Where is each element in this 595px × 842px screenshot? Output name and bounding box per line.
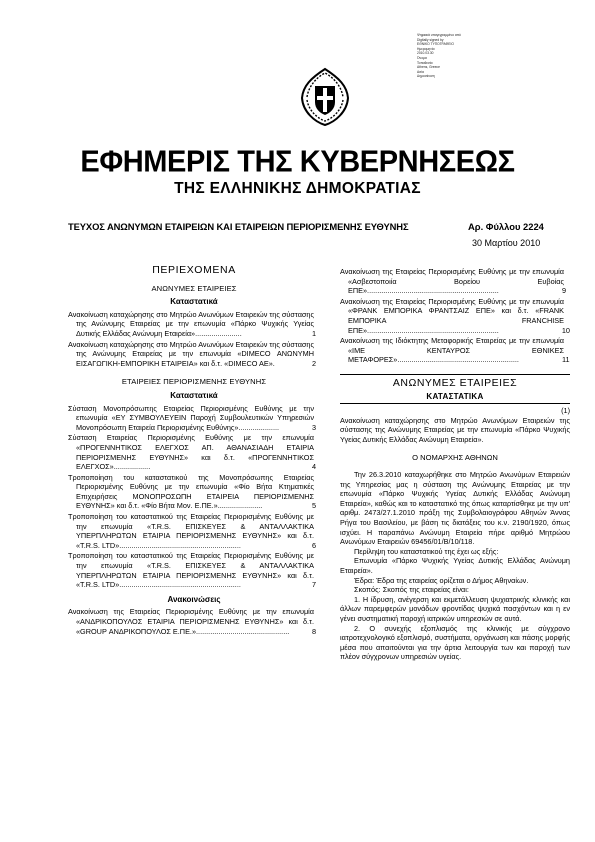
entry-text: Τροποποίηση του καταστατικού της Εταιρείας Περιορισμένης Ευθύνης με την επωνυμία «T.R.S. ΕΠΙΣΚΕΥΕΣ & ΑΝΤΑΛΛΑΚΤΙΚΑ ΥΠΕΡΠΛΗΡΩΤΩΝ ΕΤΑΙΡΙΑ ΠΕΡΙΟΡΙΣΜΕΝΗΣ ΕΥΘΥΝΗΣ» και δ.τ. «T.R.S. LTD»............................................................ [68,551,314,590]
notice-heading: Ανακοίνωση καταχώρησης στο Μητρώο Ανωνύμων Εταιρειών της σύστασης της Ανώνυμης Εταιρείας με την επωνυμία «Πάρκο Ψυχικής Υγείας Δυτικής Ελλάδας Ανώνυμη Εταιρεία». [340,415,570,444]
stamp-line: Όνομα [417,55,427,60]
stamp-line: Τοποθεσία [417,60,433,65]
subsection-heading: Ανακοινώσεις [167,594,221,604]
body-paragraph: Έδρα: Έδρα της εταιρείας ορίζεται ο Δήμος Αθηναίων. [354,575,529,585]
coat-of-arms-icon [293,64,357,128]
body-paragraph: 1. Η ίδρυση, ανέγερση και εκμετάλλευση ψυχιατρικής κλινικής και άλλων παρεμφερών μονάδων φροντίδας ψυχικά πασχόντων και η εν γένει συστηματική παροχή ιατρικών υπηρεσιών σε αυτά. [340,594,570,623]
contents-entry: Σύσταση Μονοπρόσωπης Εταιρείας Περιορισμένης Ευθύνης με την επωνυμία «ΕΥ ΣΥΜΒΟΥΛΕΥΕΙΝ Παροχή Συμβουλευτικών Υπηρεσιών Μονοπρόσωπη Εταιρεία Περιορισμένης Ευθύνης».................... 3 [68,403,317,432]
contents-entry: Ανακοίνωση καταχώρησης στο Μητρώο Ανωνύμων Εταιρειών της σύστασης της Ανώνυμης Εταιρείας με την επωνυμία «Πάρκο Ψυχικής Υγείας Δυτικής Ελλάδας Ανώνυμη Εταιρεία»....................... 1 [68,309,317,338]
entry-text: Ανακοίνωση της Ιδιόκτητης Μεταφορικής Εταιρείας με την επωνυμία «ΙΜΕ ΚΕΝΤΑΥΡΟΣ ΕΘΝΙΚΕΣ ΜΕΤΑΦΟΡΕΣ»............................................................ [340,336,564,365]
contents-entry [340,297,570,335]
stamp-line: Δημοσίευση [417,74,435,79]
entry-text: Τροποποίηση του καταστατικού της Εταιρείας Περιορισμένης Ευθύνης με την επωνυμία «T.R.S. ΕΠΙΣΚΕΥΕΣ & ΑΝΤΑΛΛΑΚΤΙΚΑ ΥΠΕΡΠΛΗΡΩΤΩΝ ΕΤΑΙΡΙΑ ΠΕΡΙΟΡΙΣΜΕΝΗΣ ΕΥΘΥΝΗΣ» και δ.τ. «T.R.S. LTD»............................................................ [68,512,314,550]
digital-signature-stamp [417,33,473,79]
contents-entry: Ανακοίνωση της Εταιρείας Περιορισμένης Ευθύνης με την επωνυμία «Ασβεστοποιία Βορείου Ευβοίας ΕΠΕ»................................................................. 9 [340,267,567,296]
body-paragraph: Σκοπός: Σκοπός της εταιρείας είναι: [354,585,469,595]
gazette-subtitle: ΤΗΣ ΕΛΛΗΝΙΚΗΣ ΔΗΜΟΚΡΑΤΙΑΣ [174,180,421,197]
body-column [340,267,570,662]
stamp-line: Athens, Greece [417,65,440,70]
entry-text: Σύσταση Μονοπρόσωπης Εταιρείας Περιορισμένης Ευθύνης με την επωνυμία «ΕΥ ΣΥΜΒΟΥΛΕΥΕΙΝ Παροχή Συμβουλευτικών Υπηρεσιών Μονοπρόσωπη Εταιρεία Περιορισμένης Ευθύνης».................... [68,403,314,432]
contents-entry: Τροποποίηση του καταστατικού της Εταιρείας Περιορισμένης Ευθύνης με την επωνυμία «T.R.S. ΕΠΙΣΚΕΥΕΣ & ΑΝΤΑΛΛΑΚΤΙΚΑ ΥΠΕΡΠΛΗΡΩΤΩΝ ΕΤΑΙΡΙΑ ΠΕΡΙΟΡΙΣΜΕΝΗΣ ΕΥΘΥΝΗΣ» και δ.τ. «T.R.S. LTD»............................................................ 6 [68,512,317,550]
contents-entry: Ανακοίνωση της Εταιρείας Περιορισμένης Ευθύνης με την επωνυμία «ΑΝΔΡΙΚΟΠΟΥΛΟΣ ΕΤΑΙΡΙΑ ΠΕΡΙΟΡΙΣΜΕΝΗΣ ΕΥΘΥΝΗΣ» και δ.τ. «GROUP ΑΝΔΡΙΚΟΠΟΥΛΟΣ Ε.ΠΕ.».............................................. 8 [68,607,317,636]
stamp-line: 2010.03.30 [417,51,434,56]
sheet-number: Αρ. Φύλλου 2224 [468,221,544,232]
notice-number: (1) [561,406,570,416]
entry-text: Ανακοίνωση της Εταιρείας Περιορισμένης Ευθύνης με την επωνυμία «ΑΝΔΡΙΚΟΠΟΥΛΟΣ ΕΤΑΙΡΙΑ ΠΕΡΙΟΡΙΣΜΕΝΗΣ ΕΥΘΥΝΗΣ» και δ.τ. «GROUP ΑΝΔΡΙΚΟΠΟΥΛΟΣ Ε.ΠΕ.».............................................. [68,607,314,636]
stamp-line: ΕΘΝΙΚΟ ΤΥΠΟΓΡΑΦΕΙΟ [417,42,454,47]
subsection-heading: Καταστατικά [170,297,218,307]
subsection-heading: Καταστατικά [170,390,218,400]
contents-entry: Τροποποίηση του καταστατικού της Μονοπρόσωπης Εταιρείας Περιορισμένης Ευθύνης με την επωνυμία «Φίο Βήτα Κτηματικές Επιχειρήσεις ΜΟΝΟΠΡΟΣΩΠΗ ΕΤΑΙΡΕΙΑ ΠΕΡΙΟΡΙΣΜΕΝΗΣ ΕΥΘΥΝΗΣ» και δ.τ. «Φίο Βήτα Μον. Ε.ΠΕ.»...................... 5 [68,472,317,511]
body-paragraph: 2. Ο συνεχής εξοπλισμός της κλινικής με σύγχρονο ιατροτεχνολογικό εξοπλισμό, συστήματα, οργάνωση και πάσης μορφής μέσα που απαιτούνται για την άρτια λειτουργία των και παροχή των πλέον σύγχρονων υπηρεσιών υγείας. [340,623,570,662]
contents-column [68,266,320,637]
section-subtitle: ΚΑΤΑΣΤΑΤΙΚΑ [340,392,570,405]
contents-entry: Τροποποίηση του καταστατικού της Εταιρείας Περιορισμένης Ευθύνης με την επωνυμία «T.R.S. ΕΠΙΣΚΕΥΕΣ & ΑΝΤΑΛΛΑΚΤΙΚΑ ΥΠΕΡΠΛΗΡΩΤΩΝ ΕΤΑΙΡΙΑ ΠΕΡΙΟΡΙΣΜΕΝΗΣ ΕΥΘΥΝΗΣ» και δ.τ. «T.R.S. LTD»............................................................ 7 [68,551,317,590]
contents-entry: Σύσταση Εταιρείας Περιορισμένης Ευθύνης με την επωνυμία «ΠΡΟΓΕΝΝΗΤΙΚΟΣ ΕΛΕΓΧΟΣ ΑΠ. ΑΘΑΝΑΣΙΑΔΗ ΕΤΑΙΡΙΑ ΠΕΡΙΟΡΙΣΜΕΝΗΣ ΕΥΘΥΝΗΣ» και δ.τ. «ΠΡΟΓΕΝΝΗΤΙΚΟΣ ΕΛΕΓΧΟΣ».................. 4 [68,433,317,472]
section-title: ΑΝΩΝΥΜΕΣ ΕΤΑΙΡΕΙΕΣ [340,374,570,389]
contents-entry: Ανακοίνωση της Ιδιόκτητης Μεταφορικής Εταιρείας με την επωνυμία «ΙΜΕ ΚΕΝΤΑΥΡΟΣ ΕΘΝΙΚΕΣ ΜΕΤΑΦΟΡΕΣ»............................................................ 11 [340,336,570,365]
gazette-title: ΕΦΗΜΕΡΙΣ ΤΗΣ ΚΥΒΕΡΝΗΣΕΩΣ [80,145,515,179]
issue-name: ΤΕΥΧΟΣ ΑΝΩΝΥΜΩΝ ΕΤΑΙΡΕΙΩΝ ΚΑΙ ΕΤΑΙΡΕΙΩΝ ΠΕΡΙΟΡΙΣΜΕΝΗΣ ΕΥΘΥΝΗΣ [68,221,409,232]
contents-entry: Ανακοίνωση καταχώρησης στο Μητρώο Ανωνύμων Εταιρειών της σύστασης της Ανώνυμης Εταιρείας με την επωνυμία «DIMECO ΑΝΩΝΥΜΗ ΕΙΣΑΓΩΓΙΚΗ-ΕΜΠΟΡΙΚΗ ΕΤΑΙΡΕΙΑ» και δ.τ. «DIMECO AE». 2 [68,339,317,368]
entry-text: Ανακοίνωση καταχώρησης στο Μητρώο Ανωνύμων Εταιρειών της σύστασης της Ανώνυμης Εταιρείας με την επωνυμία «Πάρκο Ψυχικής Υγείας Δυτικής Ελλάδας Ανώνυμη Εταιρεία»....................... [68,309,314,338]
stamp-line: Ημερομηνία [417,46,435,51]
authority-heading: Ο ΝΟΜΑΡΧΗΣ ΑΘΗΝΩΝ [412,452,498,462]
body-paragraph: Περίληψη του καταστατικού της έχει ως εξής: [354,546,499,556]
entry-text: Ανακοίνωση της Εταιρείας Περιορισμένης Ευθύνης με την επωνυμία «Ασβεστοποιία Βορείου Ευβοίας ΕΠΕ»................................................................. [340,267,564,296]
entry-text: Ανακοίνωση καταχώρησης στο Μητρώο Ανωνύμων Εταιρειών της σύστασης της Ανώνυμης Εταιρείας με την επωνυμία «DIMECO ΑΝΩΝΥΜΗ ΕΙΣΑΓΩΓΙΚΗ-ΕΜΠΟΡΙΚΗ ΕΤΑΙΡΕΙΑ» και δ.τ. «DIMECO AE». [68,339,314,368]
entry-text: Τροποποίηση του καταστατικού της Μονοπρόσωπης Εταιρείας Περιορισμένης Ευθύνης με την επωνυμία «Φίο Βήτα Κτηματικές Επιχειρήσεις ΜΟΝΟΠΡΟΣΩΠΗ ΕΤΑΙΡΕΙΑ ΠΕΡΙΟΡΙΣΜΕΝΗΣ ΕΥΘΥΝΗΣ» και δ.τ. «Φίο Βήτα Μον. Ε.ΠΕ.»...................... [68,472,314,511]
body-paragraph: Επωνυμία «Πάρκο Ψυχικής Υγείας Δυτικής Ελλάδας Ανώνυμη Εταιρεία». [340,556,570,576]
stamp-line: Digitally signed by [417,37,444,42]
contents-title: ΠΕΡΙΕΧΟΜΕΝΑ [152,264,236,276]
publication-date: 30 Μαρτίου 2010 [472,238,541,248]
stamp-line: Ψηφιακά υπογεγραμμένο από [417,33,461,37]
entry-text: Ανακοίνωση της Εταιρείας Περιορισμένης Ευθύνης με την επωνυμία «ΦΡΑΝΚ ΕΜΠΟΡΙΚΑ ΦΡΑΝΤΣΑΙΖ ΕΠΕ» και δ.τ. «FRANK ΕΜΠΟΡΙΚΑ FRANCHISE ΕΠΕ»................................................................. [340,296,564,335]
body-paragraph: Την 26.3.2010 καταχωρήθηκε στο Μητρώο Ανωνύμων Εταιρειών της Υπηρεσίας μας η σύσταση της Ανώνυμης Εταιρείας με την επωνυμία «Πάρκο Ψυχικής Υγείας Δυτικής Ελλάδας Ανώνυμη Εταιρεία», καθώς και το καταστατικό της όπως καταρτίσθηκε με την υπ' αριθμ. 2473/27.1.2010 πράξη της Συμβολαιογράφου Αθηνών Άννας Ρήγα του Βασιλείου, με βάση τις διατάξεις του κ.ν. 2190/1920, όπως ισχύει. Η παραπάνω Ανώνυμη Εταιρεία πήρε αριθμό Μητρώου Ανωνύμων Εταιρειών 69456/01/Β/10/118. [340,470,570,547]
entry-text: Σύσταση Εταιρείας Περιορισμένης Ευθύνης με την επωνυμία «ΠΡΟΓΕΝΝΗΤΙΚΟΣ ΕΛΕΓΧΟΣ ΑΠ. ΑΘΑΝΑΣΙΑΔΗ ΕΤΑΙΡΙΑ ΠΕΡΙΟΡΙΣΜΕΝΗΣ ΕΥΘΥΝΗΣ» και δ.τ. «ΠΡΟΓΕΝΝΗΤΙΚΟΣ ΕΛΕΓΧΟΣ».................. [68,433,314,472]
stamp-line: Αιτία [417,69,424,74]
section-heading: ΑΝΩΝΥΜΕΣ ΕΤΑΙΡΕΙΕΣ [151,283,237,293]
section-heading: ΕΤΑΙΡΕΙΕΣ ΠΕΡΙΟΡΙΣΜΕΝΗΣ ΕΥΘΥΝΗΣ [121,377,267,387]
